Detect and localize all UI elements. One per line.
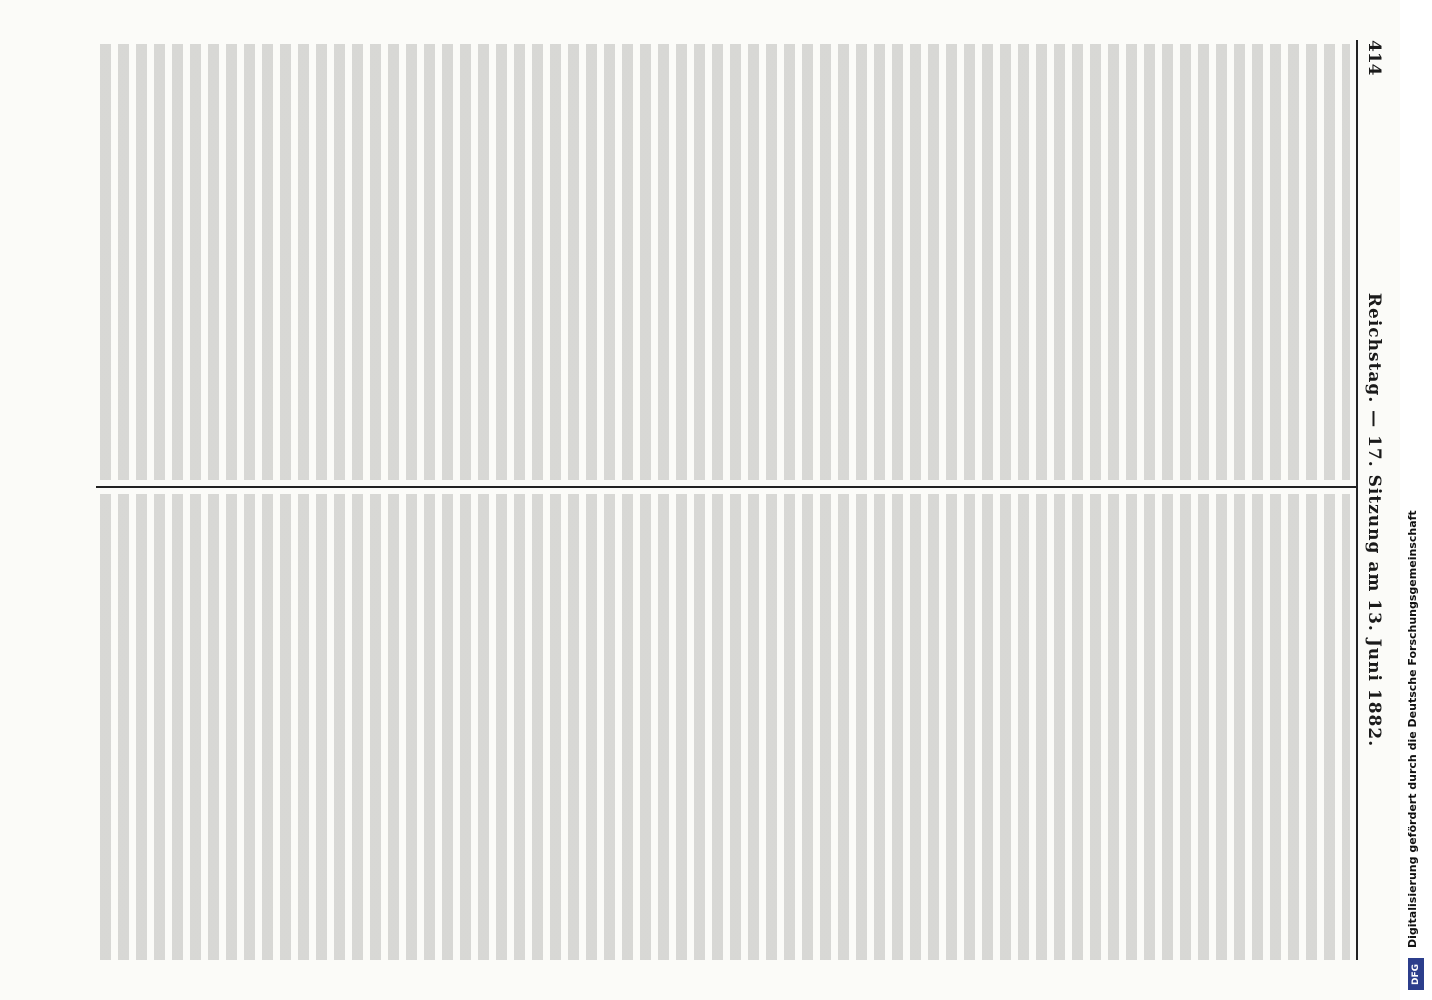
page-title: Reichstag. — 17. Sitzung am 13. Juni 1882. — [1364, 292, 1384, 748]
text-column-lower — [100, 494, 1350, 960]
column-divider — [96, 486, 1356, 488]
text-column-upper — [100, 44, 1350, 480]
running-header — [1360, 40, 1388, 940]
header-rule — [1356, 40, 1358, 960]
page-number: 414 — [1364, 40, 1384, 76]
text-column-lower-lines — [100, 494, 1350, 960]
footer-credit: Digitalisierung gefördert durch die Deutsche Forschungsgemeinschaft — [1406, 510, 1419, 948]
dfg-logo: DFG — [1408, 958, 1424, 990]
digitization-footer — [1400, 0, 1432, 1000]
text-column-upper-lines — [100, 44, 1350, 480]
